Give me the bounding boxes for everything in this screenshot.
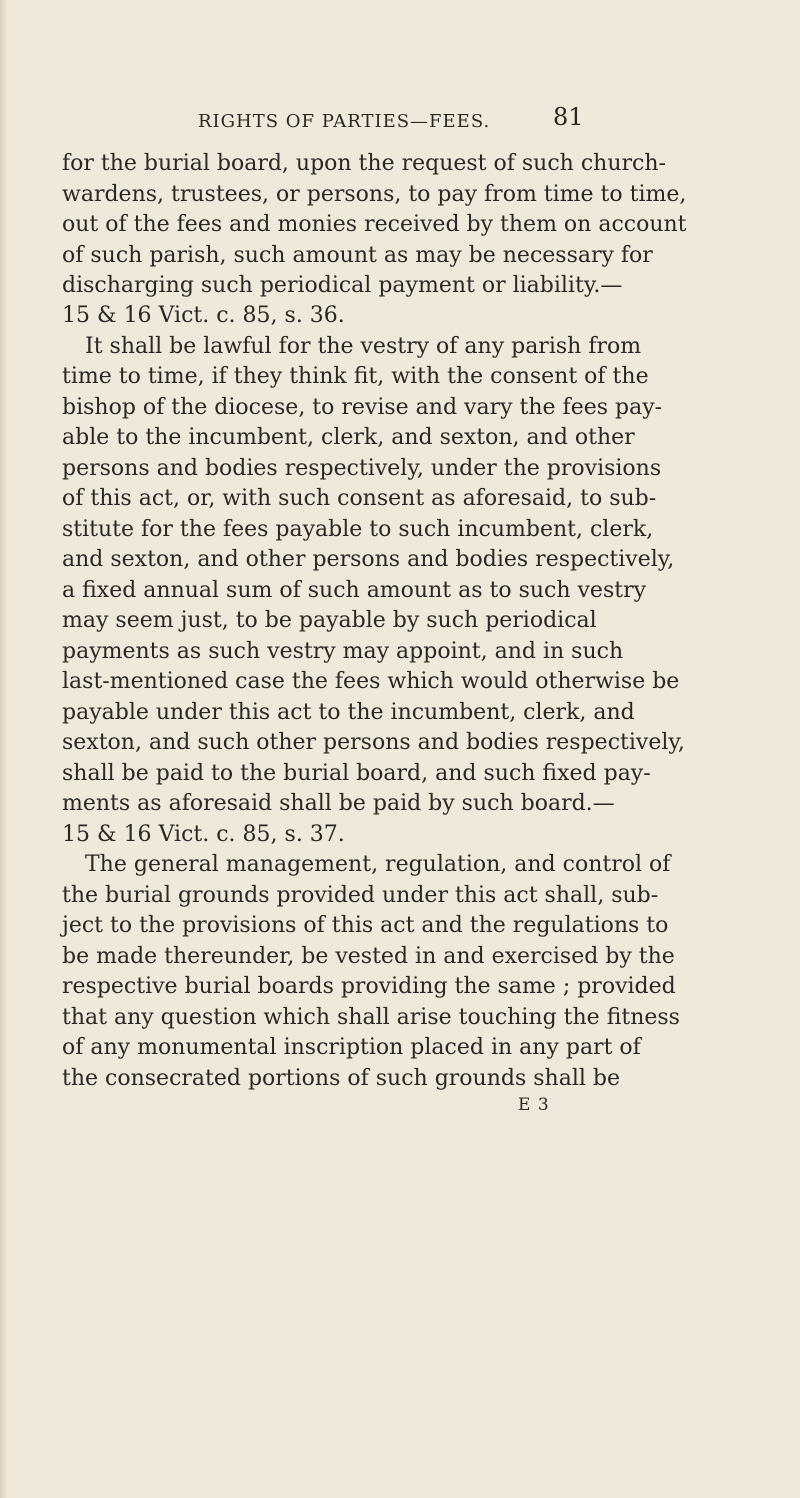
text-line-21: shall be paid to the burial board, and such fixed pay- [62, 761, 651, 786]
text-line-13: stitute for the fees payable to such incumbent, clerk, [62, 517, 654, 542]
text-line-29: that any question which shall arise touching the fitness [62, 1005, 680, 1030]
text-line-14: and sexton, and other persons and bodies respectively, [62, 547, 675, 572]
text-line-19: payable under this act to the incumbent, clerk, and [62, 700, 635, 725]
text-line-12: of this act, or, with such consent as aforesaid, to sub- [62, 486, 657, 511]
text-line-6: 15 & 16 Vict. c. 85, s. 36. [62, 303, 345, 328]
page-number: 81 [553, 103, 584, 131]
text-line-28: respective burial boards providing the same ; provided [62, 974, 676, 999]
text-line-18: last-mentioned case the fees which would otherwise be [62, 669, 680, 694]
text-line-4: of such parish, such amount as may be necessary for [62, 243, 653, 268]
text-line-26: ject to the provisions of this act and the regulations to [62, 913, 669, 938]
text-line-7: It shall be lawful for the vestry of any parish from [85, 334, 642, 359]
text-line-27: be made thereunder, be vested in and exercised by the [62, 944, 675, 969]
text-line-10: able to the incumbent, clerk, and sexton, and other [62, 425, 635, 450]
text-line-17: payments as such vestry may appoint, and in such [62, 639, 624, 664]
text-line-11: persons and bodies respectively, under the provisions [62, 456, 662, 481]
text-line-5: discharging such periodical payment or liability.— [62, 273, 623, 298]
text-line-15: a fixed annual sum of such amount as to such vestry [62, 578, 647, 603]
printer-signature: E 3 [518, 1095, 550, 1115]
text-line-23: 15 & 16 Vict. c. 85, s. 37. [62, 822, 345, 847]
text-line-1: for the burial board, upon the request of such church- [62, 151, 666, 176]
text-line-24: The general management, regulation, and control of [85, 852, 671, 877]
text-line-2: wardens, trustees, or persons, to pay from time to time, [62, 182, 687, 207]
text-line-8: time to time, if they think fit, with the consent of the [62, 364, 649, 389]
text-line-3: out of the fees and monies received by them on account [62, 212, 687, 237]
text-line-22: ments as aforesaid shall be paid by such board.— [62, 791, 615, 816]
text-line-9: bishop of the diocese, to revise and vary the fees pay- [62, 395, 663, 420]
text-line-31: the consecrated portions of such grounds shall be [62, 1066, 620, 1091]
text-line-16: may seem just, to be payable by such periodical [62, 608, 597, 633]
page-edge-shadow [0, 0, 8, 1498]
text-line-20: sexton, and such other persons and bodies respectively, [62, 730, 685, 755]
text-line-25: the burial grounds provided under this act shall, sub- [62, 883, 659, 908]
running-head: RIGHTS OF PARTIES—FEES. [198, 111, 491, 132]
text-line-30: of any monumental inscription placed in any part of [62, 1035, 641, 1060]
